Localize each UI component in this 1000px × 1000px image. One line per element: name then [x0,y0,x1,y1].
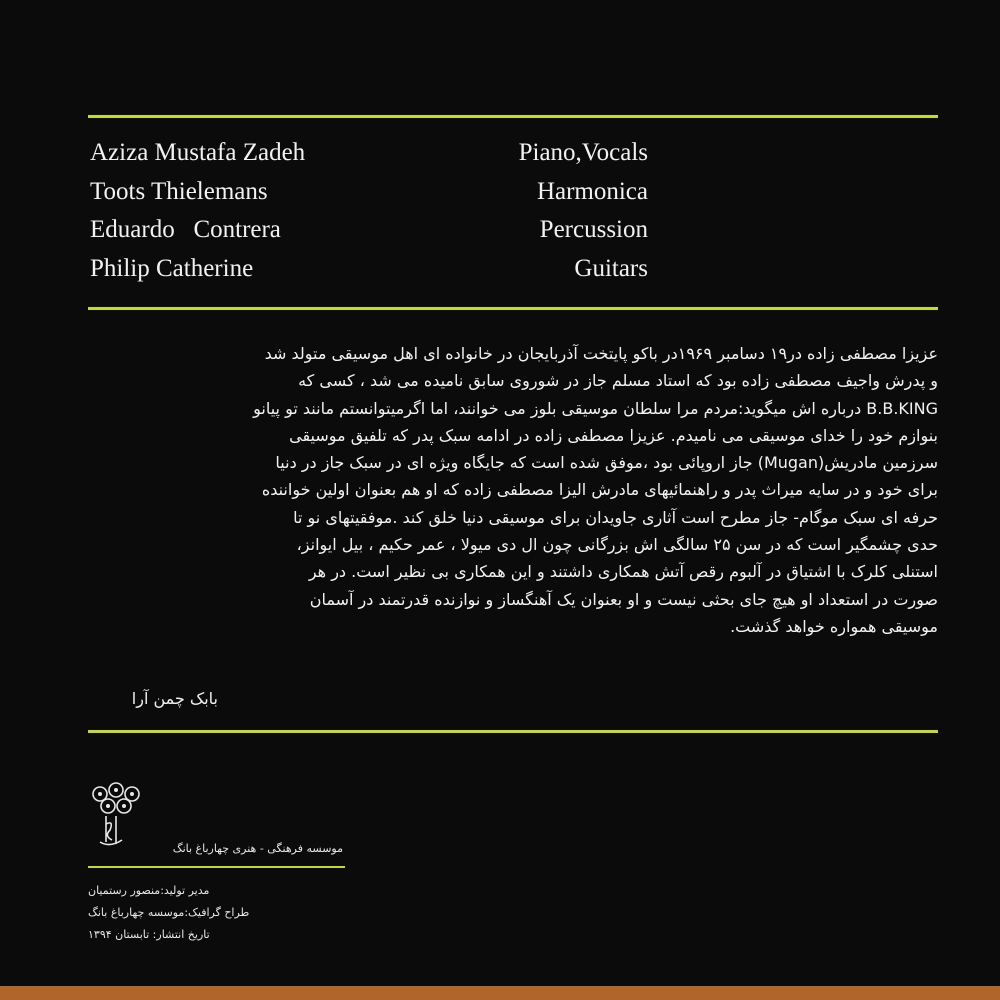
bio-line: حرفه ای سبک موگام- جاز مطرح است آثاری جاویدان برای موسیقی دنیا خلق کند .موفقیتهای نو تا [293,507,938,527]
credit-role: Guitars [574,254,648,282]
bio-line: حدی چشمگیر است که در سن ۲۵ سالگی اش بزرگانی چون ال دی میولا ، عمر حکیم ، بیل ایوانز، [296,535,938,555]
production-line: طراح گرافیک:موسسه چهارباغ بانگ [88,906,250,919]
bio-line: صورت در استعداد او هیچ جای بحثی نیست و او بعنوان یک آهنگساز و نوازنده قدرتمند در آسمان [309,589,938,609]
production-credits [88,880,348,946]
publisher-name: موسسه فرهنگی - هنری چهارباغ بانگ [172,842,343,855]
bio-line: موسیقی همواره خواهد گذشت. [730,616,938,636]
bio-line: استنلی کلرک با اشتیاق در آلبوم رقص آتش همکاری داشتند و این همکاری بی نظیر است. در هر [308,562,938,582]
bio-line: و پدرش واجیف مصطفی زاده بود که استاد مسلم جاز در شوروی سابق نامیده می شد ، کسی که [298,371,938,391]
credit-name: Eduardo Contrera [90,216,281,243]
credit-role: Harmonica [536,177,648,205]
bio-line: بنوازم خود را خدای موسیقی می نامیدم. عزیزا مصطفی زاده در ادامه سبک پدر که تلفیق موسیقی [289,425,938,445]
credit-row [90,173,648,212]
biography-text [88,340,938,640]
credit-name: Aziza Mustafa Zadeh [90,139,306,166]
top-divider [88,115,938,118]
bottom-color-strip [0,986,1000,1000]
bio-line: B.B.KING درباره اش میگوید:مردم مرا سلطان موسیقی بلوز می خوانند، اما اگرمیتوانستم مانند تو پیانو [253,398,938,418]
credit-role: Piano,Vocals [518,139,648,166]
middle-divider [88,307,938,310]
credit-name: Toots Thielemans [90,177,268,205]
bio-line: عزیزا مصطفی زاده در۱۹ دسامبر ۱۹۶۹در باکو پایتخت آذربایجان در خانواده ای اهل موسیقی متولد شد [264,344,938,363]
credit-name: Philip Catherine [90,254,254,282]
bio-line: برای خود و در سایه میراث پدر و راهنمائیهای مادرش الیزا مصطفی زاده که او هم بعنوان اولین خواننده [261,480,938,500]
credit-row [90,250,648,289]
production-line: مدیر تولید:منصور رستمیان [88,884,210,897]
bottom-divider [88,730,938,733]
author-signature: بابک چمن آرا [131,689,218,708]
credit-row [90,134,648,173]
production-line: تاریخ انتشار: تابستان ۱۳۹۴ [88,928,210,941]
bio-line: سرزمین مادریش(Mugan) جاز اروپائی بود ،موفق شده است که جایگاه ویژه ای در سبک جاز در دنیا [275,453,938,473]
credit-row [90,211,648,250]
publisher-divider [88,866,345,868]
credit-role: Percussion [539,216,648,243]
credits-list [90,134,648,288]
